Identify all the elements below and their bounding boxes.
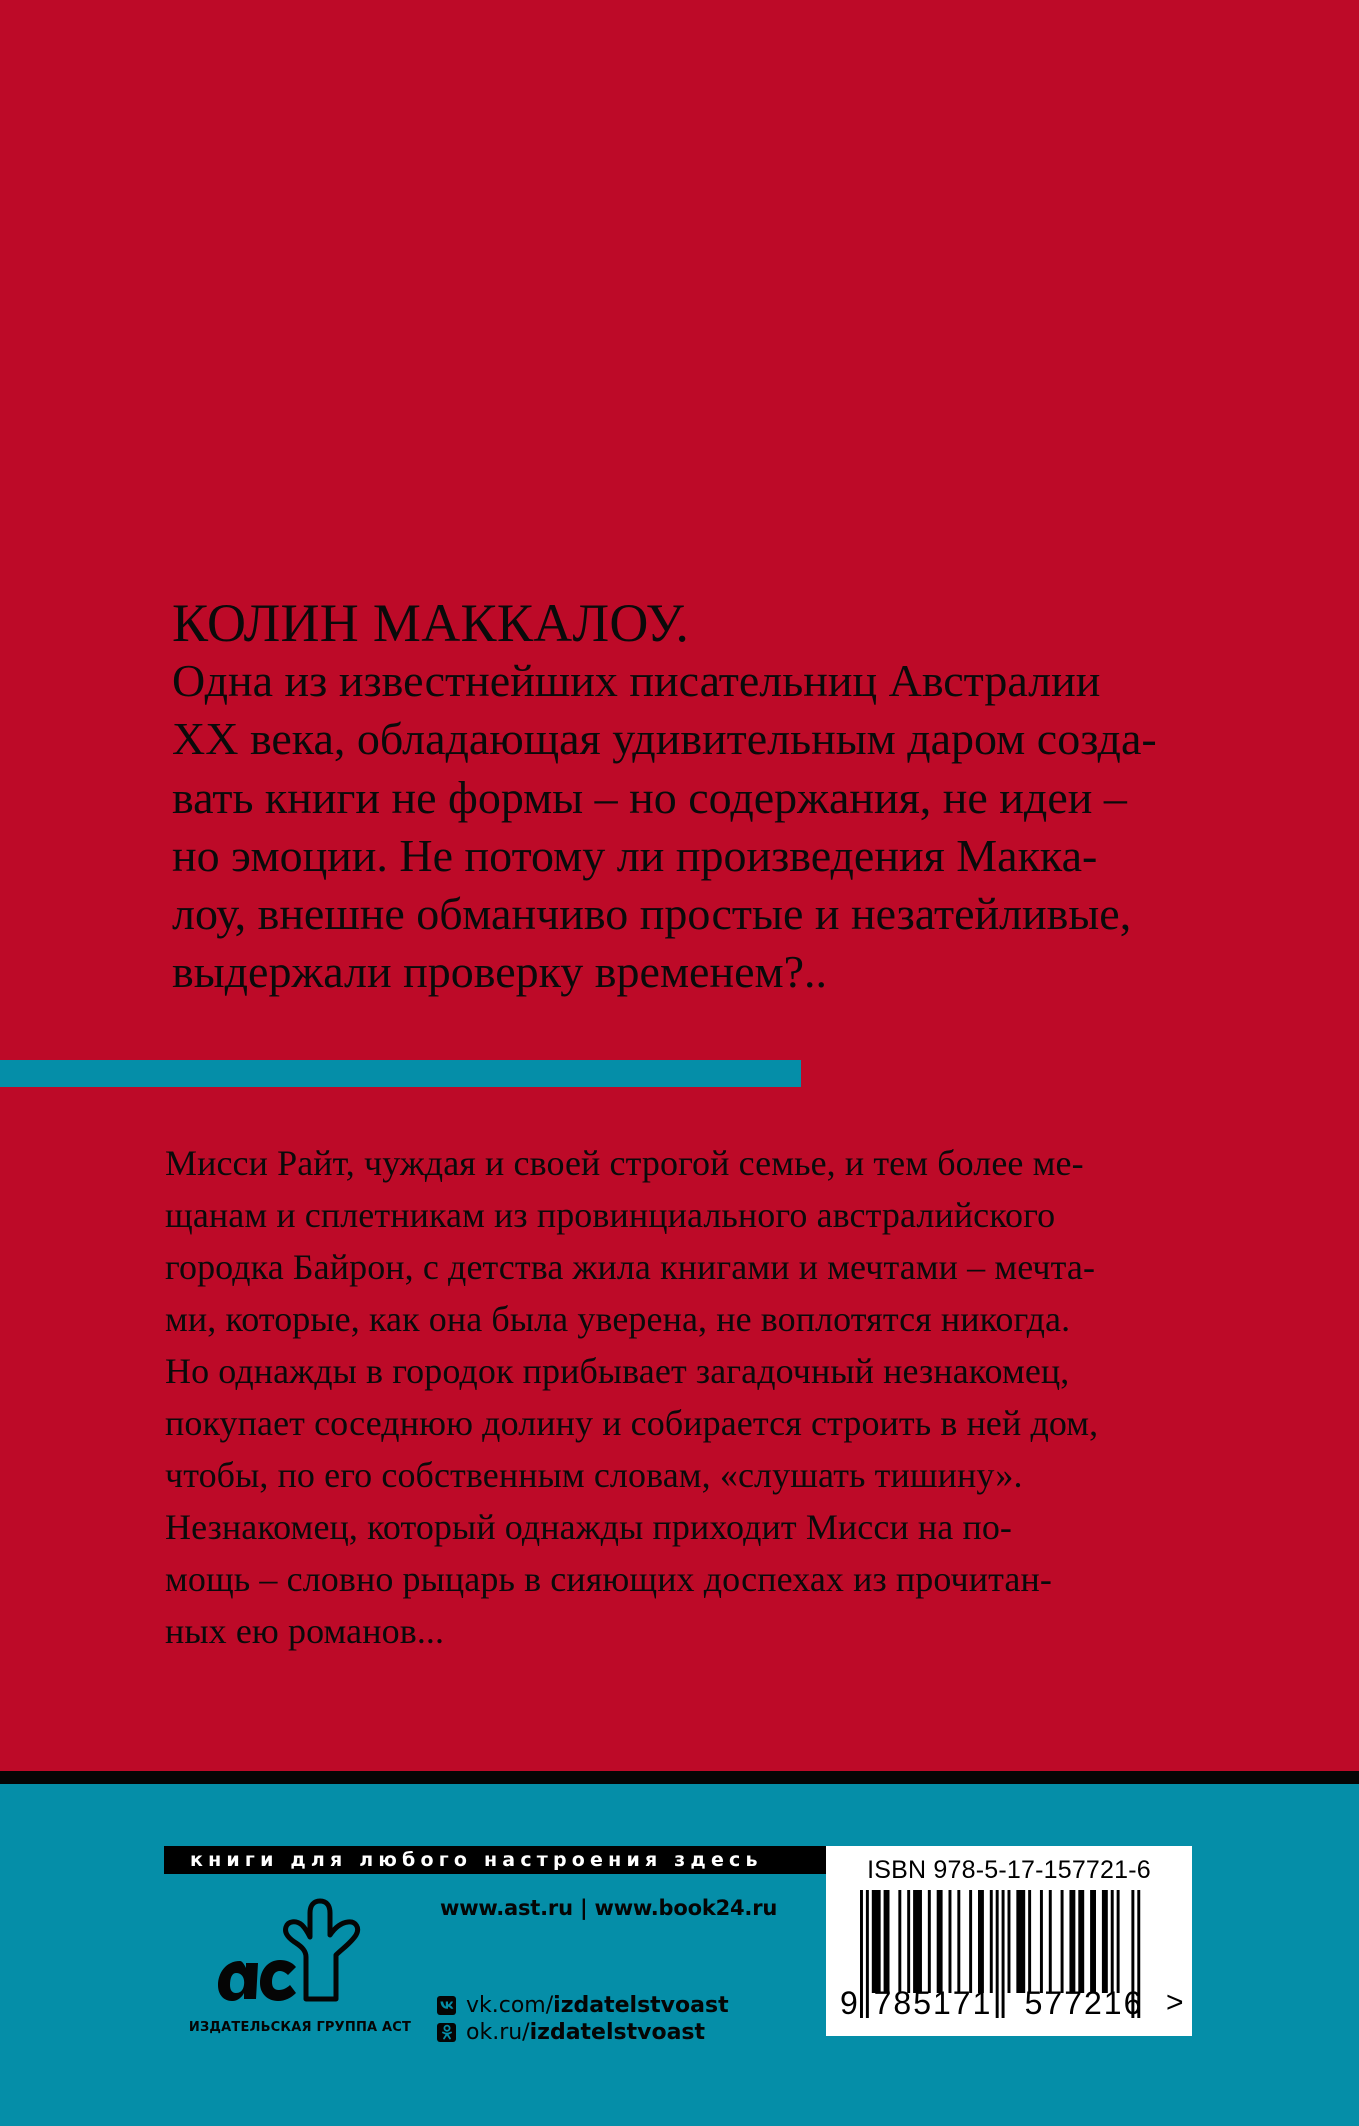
isbn-label: ISBN 978-5-17-157721-6 xyxy=(867,1856,1151,1884)
publisher-caption: ИЗДАТЕЛЬСКАЯ ГРУППА АСТ xyxy=(188,2020,412,2035)
synopsis-line: городка Байрон, с детства жила книгами и мечтами – мечта- xyxy=(165,1247,1096,1287)
svg-text:577216: 577216 xyxy=(1024,1985,1144,2021)
author-blurb-line: но эмоции. Не потому ли произведения Макка- xyxy=(172,829,1098,881)
barcode-icon xyxy=(826,1846,1192,2036)
publisher-websites-link[interactable]: www.ast.ru | www.book24.ru xyxy=(440,1896,778,1920)
author-name-heading: КОЛИН МАККАЛОУ. xyxy=(172,593,690,653)
ok-icon xyxy=(437,2023,456,2042)
author-section xyxy=(172,594,1272,1002)
vk-handle: izdatelstvoast xyxy=(553,1992,729,2018)
vk-prefix: vk.com/ xyxy=(466,1992,554,2018)
synopsis-line: щанам и сплетникам из провинциального австралийского xyxy=(165,1195,1056,1235)
synopsis-line: ми, которые, как она была уверена, не воплотятся никогда. xyxy=(165,1299,1071,1339)
author-blurb-line: вать книги не формы – но содержания, не идеи – xyxy=(172,771,1127,823)
ok-prefix: ok.ru/ xyxy=(466,2019,530,2045)
ok-link[interactable] xyxy=(437,2019,705,2045)
synopsis-line: Мисси Райт, чуждая и своей строгой семье, и тем более ме- xyxy=(165,1143,1084,1183)
ast-cactus-logo-icon xyxy=(210,1895,380,2005)
synopsis-line: Незнакомец, который однажды приходит Мисси на по- xyxy=(165,1507,1013,1547)
teal-divider-bar xyxy=(0,1060,801,1087)
synopsis-line: ных ею романов... xyxy=(165,1611,445,1651)
author-blurb-line: лоу, внешне обманчиво простые и незатейливые, xyxy=(172,888,1132,940)
tagline-bar: книги для любого настроения здесь xyxy=(164,1846,826,1874)
black-separator-band xyxy=(0,1771,1359,1784)
author-blurb-line: выдержали проверку временем?.. xyxy=(172,946,828,998)
synopsis-line: покупает соседнюю долину и собирается строить в ней дом, xyxy=(165,1403,1099,1443)
author-blurb-line: Одна из известнейших писательниц Австралии xyxy=(172,655,1101,706)
synopsis-line: мощь – словно рыцарь в сияющих доспехах из прочитан- xyxy=(165,1559,1052,1599)
isbn-barcode xyxy=(826,1846,1192,2036)
svg-text:>: > xyxy=(1166,1986,1184,2019)
synopsis-line: чтобы, по его собственным словам, «слушать тишину». xyxy=(165,1455,1023,1495)
ok-handle: izdatelstvoast xyxy=(529,2019,706,2045)
svg-text:9: 9 xyxy=(840,1985,858,2021)
vk-icon xyxy=(437,1996,456,2015)
svg-text:785171: 785171 xyxy=(873,1985,993,2021)
vk-link[interactable] xyxy=(437,1992,729,2018)
author-blurb-line: XX века, обладающая удивительным даром созда- xyxy=(172,713,1157,765)
synopsis-line: Но однажды в городок прибывает загадочный незнакомец, xyxy=(165,1351,1070,1391)
synopsis-section xyxy=(165,1137,1285,1657)
